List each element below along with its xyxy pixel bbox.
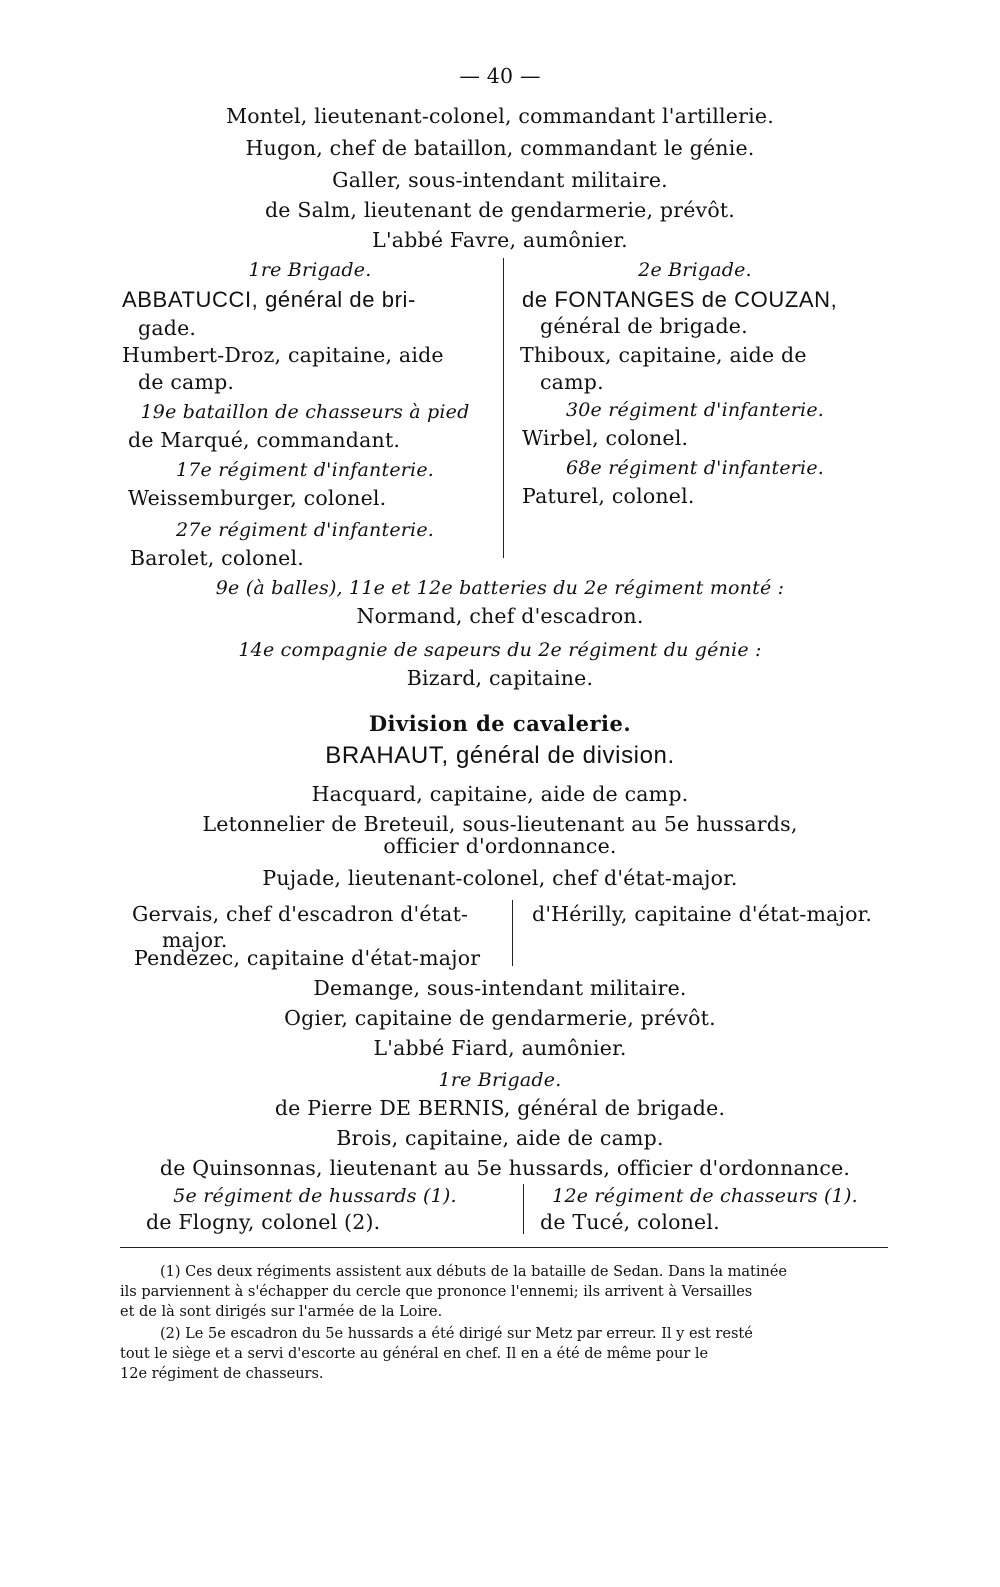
cavalry-regiment-right: 12e régiment de chasseurs (1). [552,1185,858,1207]
staff-line: L'abbé Favre, aumônier. [372,228,628,252]
cavalry-brigade-line: de Quinsonnas, lieutenant au 5e hussards, officier d'ordonnance. [159,1156,851,1180]
cavalry-line: Letonnelier de Breteuil, sous-lieutenant au 5e hussards, [202,812,798,836]
cavalry-staff-left: Pendezec, capitaine d'état-major [134,946,481,970]
brigade-1-line: 27e régiment d'infanterie. [175,519,435,541]
cavalry-line: Pujade, lieutenant-colonel, chef d'état-major. [262,866,738,890]
brigade-1-line: Humbert-Droz, capitaine, aide [122,343,444,367]
footnote-line: ils parviennent à s'échapper du cercle que prononce l'ennemi; ils arrivent à Versailles [120,1284,753,1300]
cavalry-line: Demange, sous-intendant militaire. [313,976,687,1000]
staff-line: Hugon, chef de bataillon, commandant le génie. [245,136,755,160]
artillery-line: 9e (à balles), 11e et 12e batteries du 2e régiment monté : [215,577,785,599]
cavalry-brigade-line: Brois, capitaine, aide de camp. [336,1126,664,1150]
cavalry-staff-left: major. [162,928,228,952]
brigade-1-line: ABBATUCCI, général de bri- [122,287,416,312]
cavalry-brigade-heading: 1re Brigade. [438,1069,562,1091]
brigade-2-line: 68e régiment d'infanterie. [565,457,825,479]
brigade-2-heading: 2e Brigade. [638,259,752,281]
brigade-2-line: Wirbel, colonel. [522,426,689,450]
cavalry-regiment-left: 5e régiment de hussards (1). [173,1185,457,1207]
column-divider [503,258,504,558]
cavalry-brigade-line: de Pierre DE BERNIS, général de brigade. [274,1096,726,1120]
staff-line: Montel, lieutenant-colonel, commandant l'artillerie. [226,104,774,128]
brigade-2-line: de FONTANGES de COUZAN, [522,287,838,312]
footnote-divider [120,1247,888,1248]
page-number: — 40 — [459,64,541,88]
brigade-1-line: Barolet, colonel. [130,546,304,570]
staff-line: de Salm, lieutenant de gendarmerie, prévôt. [264,198,736,222]
cavalry-line: officier d'ordonnance. [383,834,617,858]
footnote-line: tout le siège et a servi d'escorte au général en chef. Il en a été de même pour le [120,1346,709,1362]
cavalry-staff-right: d'Hérilly, capitaine d'état-major. [532,902,873,926]
artillery-line: Bizard, capitaine. [406,666,594,690]
staff-line: Galler, sous-intendant militaire. [332,168,668,192]
column-divider [523,1184,524,1234]
cavalry-line: L'abbé Fiard, aumônier. [373,1036,627,1060]
brigade-2-line: 30e régiment d'infanterie. [565,399,825,421]
footnote-line: et de là sont dirigés sur l'armée de la Loire. [120,1304,443,1320]
cavalry-line: Hacquard, capitaine, aide de camp. [311,782,689,806]
brigade-1-line: de camp. [138,370,235,394]
footnote-line: (2) Le 5e escadron du 5e hussards a été dirigé sur Metz par erreur. Il y est resté [160,1326,753,1342]
brigade-2-line: général de brigade. [540,314,748,338]
brigade-2-line: Paturel, colonel. [522,484,695,508]
column-divider [512,900,513,966]
brigade-1-heading: 1re Brigade. [248,259,372,281]
brigade-1-line: Weissemburger, colonel. [128,486,387,510]
artillery-line: Normand, chef d'escadron. [356,604,644,628]
cavalry-heading: Division de cavalerie. [368,711,632,736]
cavalry-colonel-left: de Flogny, colonel (2). [146,1210,381,1234]
footnote-line: 12e régiment de chasseurs. [120,1366,324,1382]
artillery-line: 14e compagnie de sapeurs du 2e régiment du génie : [238,639,762,661]
cavalry-commander: BRAHAUT, général de division. [325,742,675,769]
brigade-1-line: gade. [138,316,197,340]
cavalry-staff-left: Gervais, chef d'escadron d'état- [132,902,469,926]
footnote-line: (1) Ces deux régiments assistent aux débuts de la bataille de Sedan. Dans la matinée [160,1264,788,1280]
brigade-1-line: de Marqué, commandant. [128,428,401,452]
cavalry-colonel-right: de Tucé, colonel. [540,1210,720,1234]
cavalry-line: Ogier, capitaine de gendarmerie, prévôt. [284,1006,716,1030]
brigade-2-line: camp. [540,370,604,394]
brigade-2-line: Thiboux, capitaine, aide de [520,343,807,367]
brigade-1-line: 17e régiment d'infanterie. [175,459,435,481]
brigade-1-line: 19e bataillon de chasseurs à pied [140,401,470,423]
